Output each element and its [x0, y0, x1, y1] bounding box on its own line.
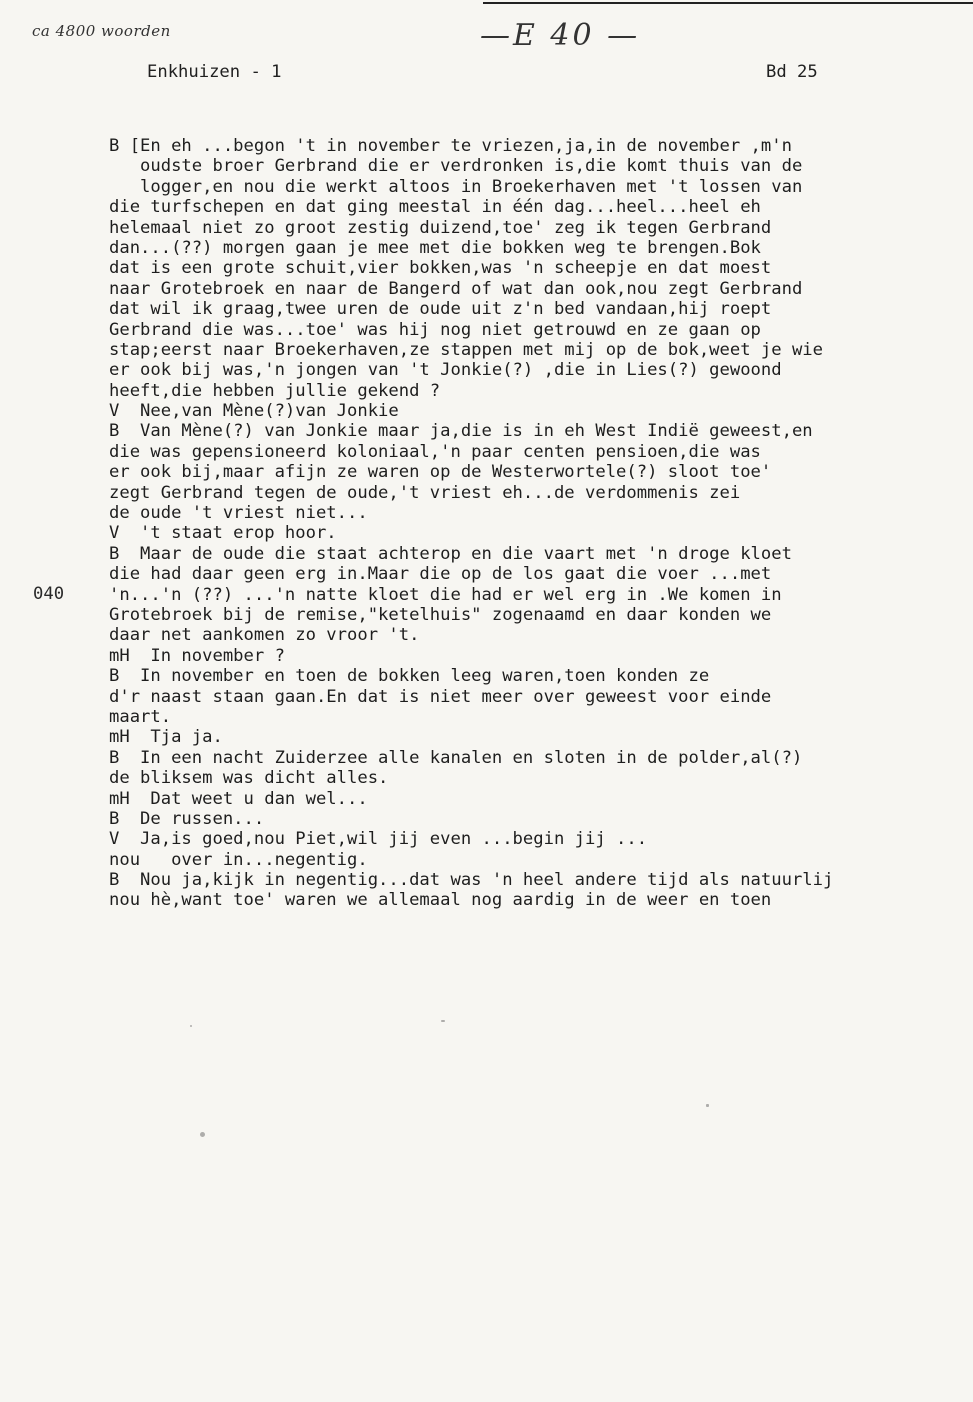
transcript-line: dat wil ik graag,twee uren de oude uit z'n bed vandaan,hij roept	[109, 299, 772, 320]
transcript-line: logger,en nou die werkt altoos in Broekerhaven met 't lossen van	[109, 176, 803, 197]
transcript-line: V 't staat erop hoor.	[109, 523, 337, 544]
scan-speck	[200, 1132, 205, 1137]
transcript-line: mH Dat weet u dan wel...	[109, 788, 368, 809]
transcript-line: de bliksem was dicht alles.	[109, 768, 389, 789]
transcript-line: V Nee,van Mène(?)van Jonkie	[109, 401, 399, 422]
transcript-line: Grotebroek bij de remise,"ketelhuis" zogenaamd en daar konden we	[109, 604, 772, 625]
scan-speck	[190, 1025, 192, 1027]
top-rule	[483, 2, 973, 4]
transcript-line: B [En eh ...begon 't in november te vriezen,ja,in de november ,m'n	[109, 136, 792, 156]
transcript-line: B In november en toen de bokken leeg waren,toen konden ze	[109, 666, 710, 687]
transcript-line: mH Tja ja.	[109, 727, 223, 748]
handwritten-document-code: —E 40 —	[480, 18, 641, 53]
transcript-line: de oude 't vriest niet...	[109, 503, 368, 524]
header-place: Enkhuizen - 1	[147, 62, 282, 82]
transcript-line: maart.	[109, 706, 172, 727]
transcript-line: nou over in...negentig.	[109, 849, 368, 870]
transcript-body	[109, 136, 969, 911]
transcript-line: dan...(??) morgen gaan je mee met die bokken weg te brengen.Bok	[109, 237, 761, 258]
transcript-line: heeft,die hebben jullie gekend ?	[109, 380, 441, 401]
transcript-line: die had daar geen erg in.Maar die op de los gaat die voer ...met	[109, 564, 772, 585]
transcript-line: d'r naast staan gaan.En dat is niet meer over geweest voor einde	[109, 686, 772, 707]
transcript-line: stap;eerst naar Broekerhaven,ze stappen met mij op de bok,weet je wie	[109, 339, 823, 360]
transcript-line: mH In november ?	[109, 645, 285, 666]
header-tape: Bd 25	[766, 62, 818, 82]
transcript-line: naar Grotebroek en naar de Bangerd of wat dan ook,nou zegt Gerbrand	[109, 278, 803, 299]
transcript-line: die turfschepen en dat ging meestal in één dag...heel...heel eh	[109, 197, 761, 218]
transcript-line: B Maar de oude die staat achterop en die vaart met 'n droge kloet	[109, 543, 792, 564]
transcript-line: B Van Mène(?) van Jonkie maar ja,die is in eh West Indië geweest,en	[109, 421, 813, 442]
transcript-line: B In een nacht Zuiderzee alle kanalen en sloten in de polder,al(?)	[109, 747, 803, 768]
transcript-line: Gerbrand die was...toe' was hij nog niet getrouwd en ze gaan op	[109, 319, 761, 340]
scan-speck	[441, 1020, 445, 1022]
transcript-line: dat is een grote schuit,vier bokken,was 'n scheepje en dat moest	[109, 258, 772, 279]
transcript-line: B De russen...	[109, 808, 265, 829]
handwritten-word-count: ca 4800 woorden	[32, 22, 171, 40]
transcript-line: zegt Gerbrand tegen de oude,'t vriest eh...de verdommenis zei	[109, 482, 741, 503]
transcript-line: nou hè,want toe' waren we allemaal nog aardig in de weer en toen	[109, 890, 772, 911]
transcript-line: er ook bij was,'n jongen van 't Jonkie(?) ,die in Lies(?) gewoond	[109, 360, 782, 381]
scan-speck	[706, 1104, 709, 1107]
transcript-line: oudste broer Gerbrand die er verdronken is,die komt thuis van de	[109, 156, 803, 177]
transcript-line: daar net aankomen zo vroor 't.	[109, 625, 420, 646]
transcript-line: 'n...'n (??) ...'n natte kloet die had er wel erg in .We komen in	[109, 584, 782, 605]
transcript-line: V Ja,is goed,nou Piet,wil jij even ...begin jij ...	[109, 829, 648, 850]
margin-counter: 040	[33, 584, 65, 604]
transcript-line: helemaal niet zo groot zestig duizend,toe' zeg ik tegen Gerbrand	[109, 217, 772, 238]
transcript-line: B Nou ja,kijk in negentig...dat was 'n heel andere tijd als natuurlij	[109, 870, 834, 891]
transcript-line: die was gepensioneerd koloniaal,'n paar centen pensioen,die was	[109, 441, 761, 462]
transcript-line: er ook bij,maar afijn ze waren op de Westerwortele(?) sloot toe'	[109, 462, 772, 483]
